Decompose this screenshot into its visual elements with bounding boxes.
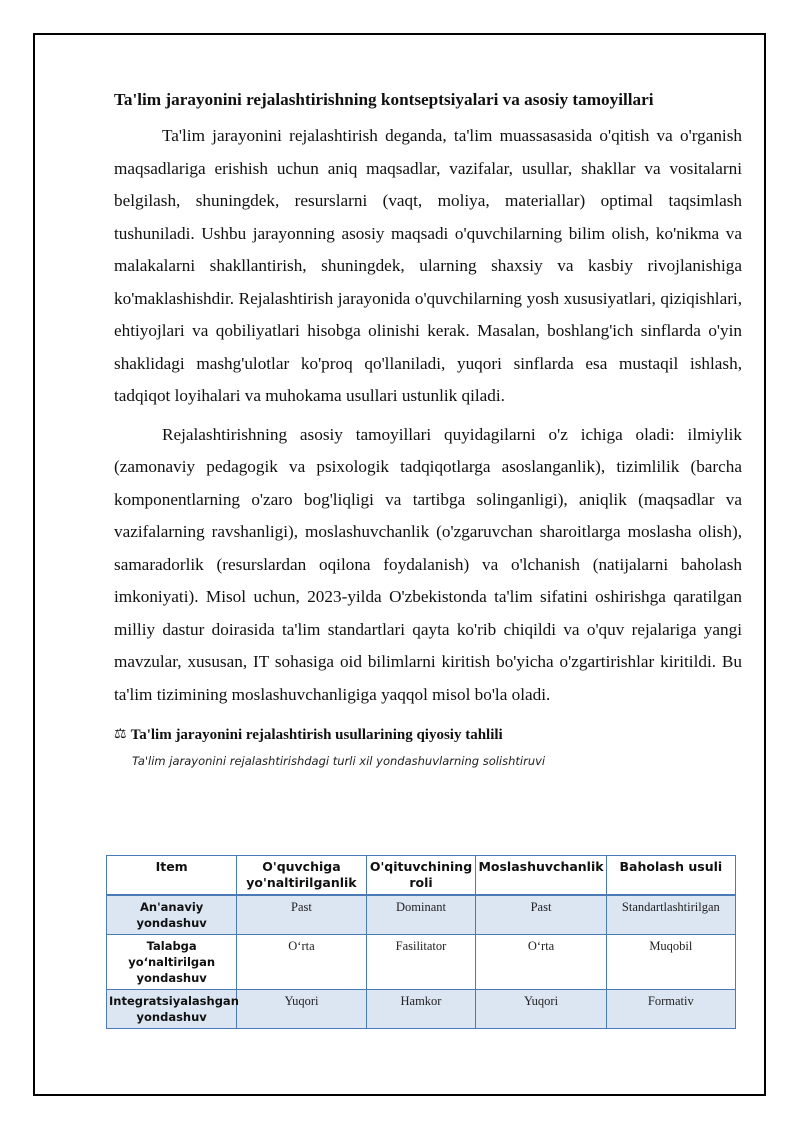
table-cell: Dominant — [366, 895, 476, 935]
table-cell: Yuqori — [476, 990, 606, 1029]
paragraph-1: Ta'lim jarayonini rejalashtirish deganda, ta'lim muassasasida o'qitish va o'rganish maqsadlariga erishish uchun aniq maqsadlar, vazifalar, usullar, shakllar va vositalarni belgilash, shuningdek, resurslarni (vaqt, moliya, materiallar) optimal taqsimlash tushuniladi. Ushbu jarayonning asosiy maqsadi o'quvchilarning bilim olish, ko'nikma va malakalarni shakllantirish, shuningdek, ularning shaxsiy va kasbiy rivojlanishiga ko'maklashishdir. Rejalashtirish jarayonida o'quvchilarning yosh xususiyatlari, qiziqishlari, ehtiyojlari va qobiliyatlari hisobga olinishi kerak. Masalan, boshlang'ich sinflarda o'yin shaklidagi mashg'ulotlar ko'proq qo'llaniladi, yuqori sinflarda esa mustaqil ishlash, tadqiqot loyihalari va muhokama usullari ustunlik qiladi. — [114, 126, 742, 405]
table-row-header: Integratsiyalashgan yondashuv — [107, 990, 237, 1029]
table-caption: Ta'lim jarayonini rejalashtirishdagi turli xil yondashuvlarning solishtiruvi — [132, 754, 546, 768]
table-row — [107, 895, 736, 935]
table-row — [107, 935, 736, 990]
table-cell: Yuqori — [237, 990, 366, 1029]
comparison-table — [106, 855, 736, 1029]
table-header-cell: O'qituvchining roli — [366, 856, 476, 896]
table-cell: Hamkor — [366, 990, 476, 1029]
document-title: Ta'lim jarayonini rejalashtirishning kontseptsiyalari va asosiy tamoyillari — [114, 90, 654, 109]
table-header-cell: Moslashuvchanlik — [476, 856, 606, 896]
table-cell: Standartlashtirilgan — [606, 895, 735, 935]
scale-icon: ⚖ — [114, 727, 127, 742]
table-cell: Fasilitator — [366, 935, 476, 990]
table-header-cell: Item — [107, 856, 237, 896]
table-row-header: Talabga yo‘naltirilgan yondashuv — [107, 935, 237, 990]
table-cell: O‘rta — [476, 935, 606, 990]
table-header-cell: O'quvchiga yo'naltirilganlik — [237, 856, 366, 896]
section-heading-text: Ta'lim jarayonini rejalashtirish usullarining qiyosiy tahlili — [130, 727, 503, 743]
table-header-row — [107, 856, 736, 896]
table-cell: Muqobil — [606, 935, 735, 990]
table-row — [107, 990, 736, 1029]
table-cell: Past — [237, 895, 366, 935]
paragraph-2: Rejalashtirishning asosiy tamoyillari quyidagilarni o'z ichiga oladi: ilmiylik (zamonaviy pedagogik va psixologik tadqiqotlarga asoslanganlik), tizimlilik (barcha komponentlarning o'zaro bog'liqligi va tartibga solinganligi), aniqlik (maqsadlar va vazifalarning ravshanligi), moslashuvchanlik (o'zgaruvchan sharoitlarga moslasha olish), samaradorlik (resurslardan oqilona foydalanish) va o'lchanish (natijalarni baholash imkoniyati). Misol uchun, 2023-yilda O'zbekistonda ta'lim sifatini oshirishga qaratilgan milliy dastur doirasida ta'lim standartlari qayta ko'rib chiqildi va o'quv rejalariga yangi mavzular, xususan, IT sohasiga oid bilimlarni kiritish bo'yicha o'zgartirishlar kiritildi. Bu ta'lim tizimining moslashuvchanligiga yaqqol misol bo'la oladi. — [114, 424, 742, 704]
table-header-cell: Baholash usuli — [606, 856, 735, 896]
table-cell: Past — [476, 895, 606, 935]
table-cell: Formativ — [606, 990, 735, 1029]
section-heading — [114, 725, 742, 745]
table-row-header: An'anaviy yondashuv — [107, 895, 237, 935]
table-cell: O‘rta — [237, 935, 366, 990]
document-body — [114, 86, 742, 775]
